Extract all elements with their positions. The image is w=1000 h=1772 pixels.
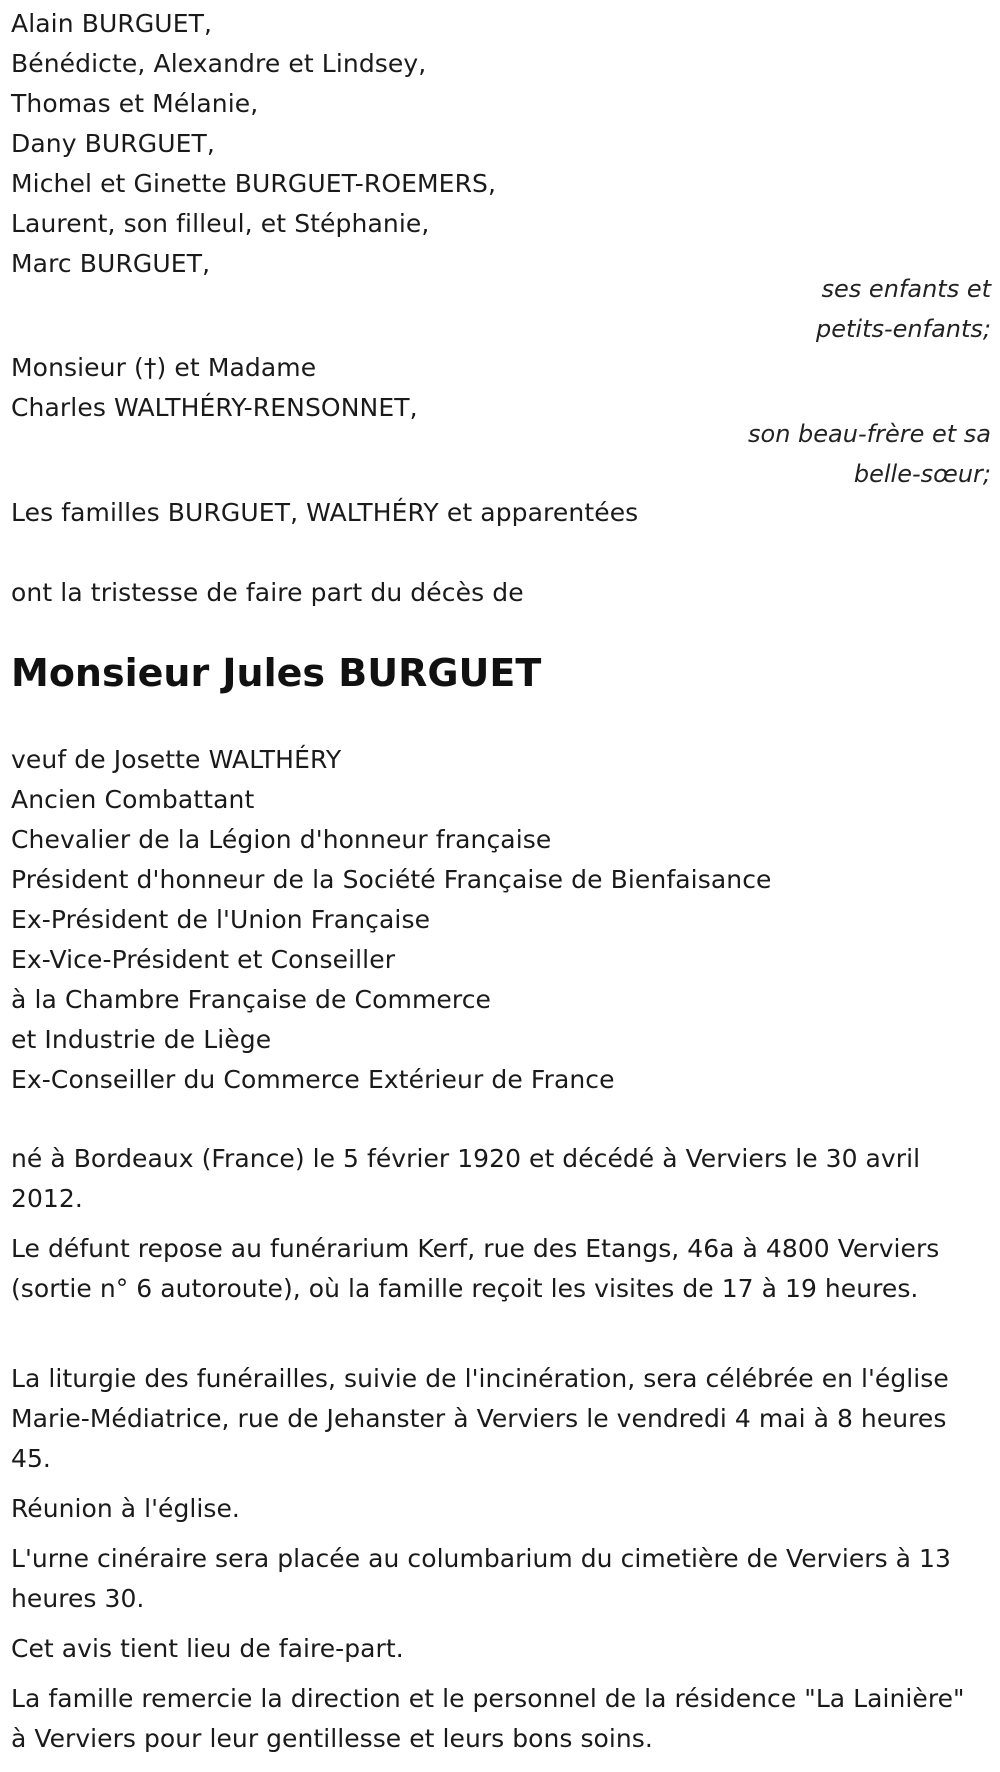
paragraph-notice: Cet avis tient lieu de faire-part.	[11, 1634, 404, 1663]
relation-label: belle-sœur;	[853, 460, 991, 488]
family-line: Alain BURGUET,	[11, 9, 213, 38]
title-line: et Industrie de Liège	[11, 1025, 272, 1054]
inlaw-line: Charles WALTHÉRY-RENSONNET,	[11, 393, 418, 422]
paragraph-birth-death: né à Bordeaux (France) le 5 février 1920 et décédé à Verviers le 30 avril 2012.	[11, 1144, 921, 1213]
paragraph-meeting: Réunion à l'église.	[11, 1494, 240, 1523]
family-line: Michel et Ginette BURGUET-ROEMERS,	[11, 169, 497, 198]
title-line: Ex-Président de l'Union Française	[11, 905, 431, 934]
family-line: Dany BURGUET,	[11, 129, 215, 158]
title-line: Chevalier de la Légion d'honneur française	[11, 825, 552, 854]
relation-label: petits-enfants;	[816, 315, 991, 343]
deceased-name: Monsieur Jules BURGUET	[11, 651, 542, 695]
title-line: à la Chambre Française de Commerce	[11, 985, 492, 1014]
title-line: Président d'honneur de la Société Française de Bienfaisance	[11, 865, 772, 894]
relation-label: ses enfants et	[821, 275, 991, 303]
announcement-line: ont la tristesse de faire part du décès de	[11, 578, 524, 607]
families-line: Les familles BURGUET, WALTHÉRY et apparentées	[11, 498, 639, 527]
paragraph-funerarium: Le défunt repose au funérarium Kerf, rue des Etangs, 46a à 4800 Verviers (sortie n° 6 autoroute), où la famille reçoit les visites de 17 à 19 heures.	[11, 1234, 940, 1303]
title-line: veuf de Josette WALTHÉRY	[11, 745, 342, 774]
family-line: Thomas et Mélanie,	[11, 89, 259, 118]
paragraph-liturgy: La liturgie des funérailles, suivie de l'incinération, sera célébrée en l'église Marie-Médiatrice, rue de Jehanster à Verviers le vendredi 4 mai à 8 heures 45.	[11, 1364, 949, 1473]
inlaw-line: Monsieur (†) et Madame	[11, 353, 317, 382]
family-line: Marc BURGUET,	[11, 249, 211, 278]
family-line: Laurent, son filleul, et Stéphanie,	[11, 209, 430, 238]
title-line: Ex-Vice-Président et Conseiller	[11, 945, 396, 974]
relation-label: son beau-frère et sa	[748, 420, 991, 448]
title-line: Ancien Combattant	[11, 785, 255, 814]
family-line: Bénédicte, Alexandre et Lindsey,	[11, 49, 427, 78]
title-line: Ex-Conseiller du Commerce Extérieur de France	[11, 1065, 615, 1094]
paragraph-columbarium: L'urne cinéraire sera placée au columbarium du cimetière de Verviers à 13 heures 30.	[11, 1544, 951, 1613]
paragraph-thanks: La famille remercie la direction et le personnel de la résidence "La Lainière" à Verviers pour leur gentillesse et leurs bons soins.	[11, 1684, 965, 1753]
